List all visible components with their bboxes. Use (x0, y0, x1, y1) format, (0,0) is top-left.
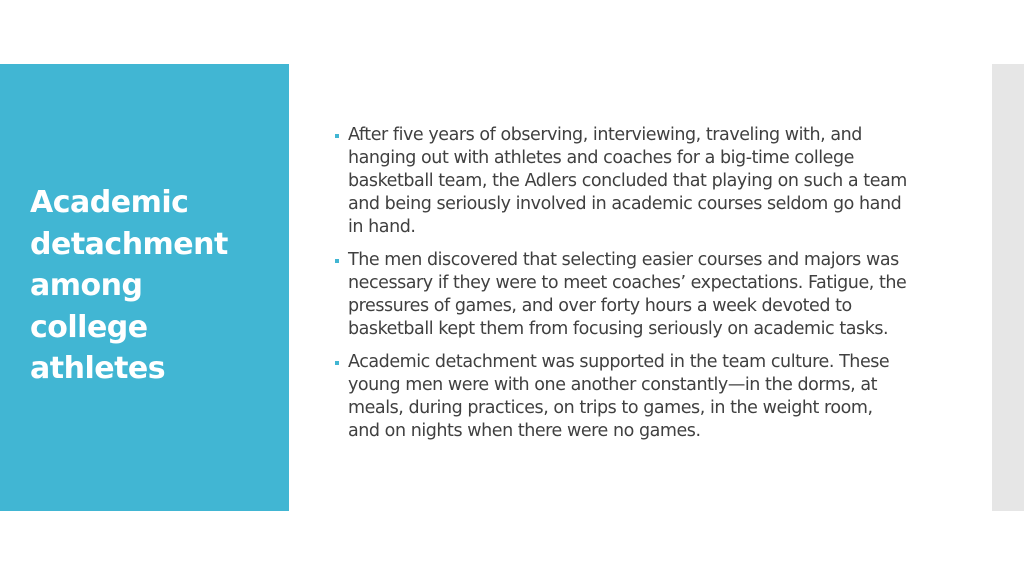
slide-title-line: detachment (30, 226, 228, 262)
bullet-text-line: basketball kept them from focusing seriously on academic tasks. (348, 319, 889, 339)
bullet-text-line: basketball team, the Adlers concluded that playing on such a team (348, 171, 907, 191)
bullet-text-line: and on nights when there were no games. (348, 421, 701, 441)
slide-title (30, 182, 280, 390)
slide-title-line: athletes (30, 351, 166, 386)
bullet-text-line: and being seriously involved in academic courses seldom go hand (348, 194, 902, 214)
slide-title-line: Academic (30, 185, 189, 220)
bullet-item (332, 124, 942, 239)
bullet-text-line: Academic detachment was supported in the team culture. These (348, 352, 890, 372)
bullet-text-line: pressures of games, and over forty hours a week devoted to (348, 296, 852, 316)
square-bullet-icon (335, 361, 339, 365)
bullet-text-line: The men discovered that selecting easier courses and majors was (348, 250, 899, 270)
right-decorative-strip (992, 64, 1024, 511)
bullet-text-line: After five years of observing, interviewing, traveling with, and (348, 125, 862, 145)
square-bullet-icon (335, 134, 339, 138)
bullet-text-line: hanging out with athletes and coaches for a big-time college (348, 148, 854, 168)
bullet-item (332, 351, 942, 443)
bullet-text-line: in hand. (348, 217, 416, 237)
slide-title-line: among (30, 268, 143, 303)
bullet-item (332, 249, 942, 341)
bullet-text-line: young men were with one another constantly—in the dorms, at (348, 375, 878, 395)
bullet-text-line: necessary if they were to meet coaches’ expectations. Fatigue, the (348, 273, 907, 293)
bullet-text-line: meals, during practices, on trips to games, in the weight room, (348, 398, 873, 418)
square-bullet-icon (335, 259, 339, 263)
slide-title-line: college (30, 309, 148, 345)
bullet-list (332, 124, 942, 453)
